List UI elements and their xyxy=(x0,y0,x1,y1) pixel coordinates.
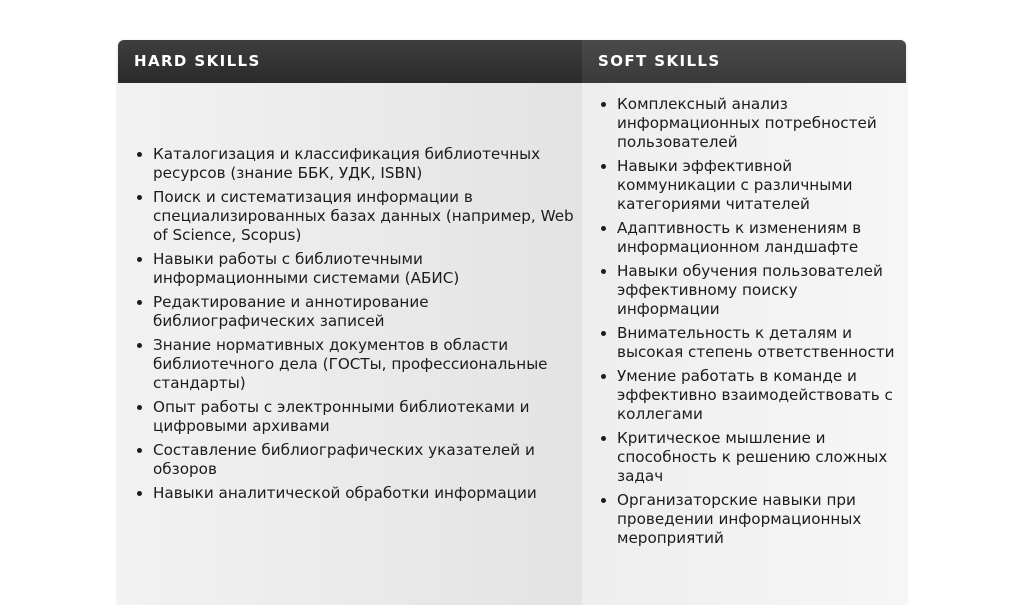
list-item: Навыки работы с библиотечными информационными системами (АБИС) xyxy=(118,250,582,288)
list-item: Критическое мышление и способность к решению сложных задач xyxy=(582,429,906,486)
hard-skills-header: HARD SKILLS xyxy=(134,52,261,70)
list-item: Навыки эффективной коммуникации с различными категориями читателей xyxy=(582,157,906,214)
list-item: Внимательность к деталям и высокая степень ответственности xyxy=(582,324,906,362)
list-item: Комплексный анализ информационных потребностей пользователей xyxy=(582,95,906,152)
list-item: Адаптивность к изменениям в информационном ландшафте xyxy=(582,219,906,257)
hard-skills-column xyxy=(118,83,582,605)
list-item: Каталогизация и классификация библиотечных ресурсов (знание ББК, УДК, ISBN) xyxy=(118,145,582,183)
table-body xyxy=(118,83,906,605)
list-item: Знание нормативных документов в области библиотечного дела (ГОСТы, профессиональные стандарты) xyxy=(118,336,582,393)
list-item: Опыт работы с электронными библиотеками и цифровыми архивами xyxy=(118,398,582,436)
skills-table xyxy=(118,40,906,605)
list-item: Редактирование и аннотирование библиографических записей xyxy=(118,293,582,331)
list-item: Поиск и систематизация информации в специализированных базах данных (например, Web of Science, Scopus) xyxy=(118,188,582,245)
table-header xyxy=(118,40,906,83)
list-item: Организаторские навыки при проведении информационных мероприятий xyxy=(582,491,906,548)
soft-skills-header: SOFT SKILLS xyxy=(582,40,906,83)
list-item: Навыки аналитической обработки информации xyxy=(118,484,582,503)
list-item: Составление библиографических указателей и обзоров xyxy=(118,441,582,479)
list-item: Навыки обучения пользователей эффективному поиску информации xyxy=(582,262,906,319)
soft-skills-column xyxy=(582,83,906,605)
list-item: Умение работать в команде и эффективно взаимодействовать с коллегами xyxy=(582,367,906,424)
hard-skills-list xyxy=(118,145,582,508)
soft-skills-list xyxy=(582,95,906,553)
